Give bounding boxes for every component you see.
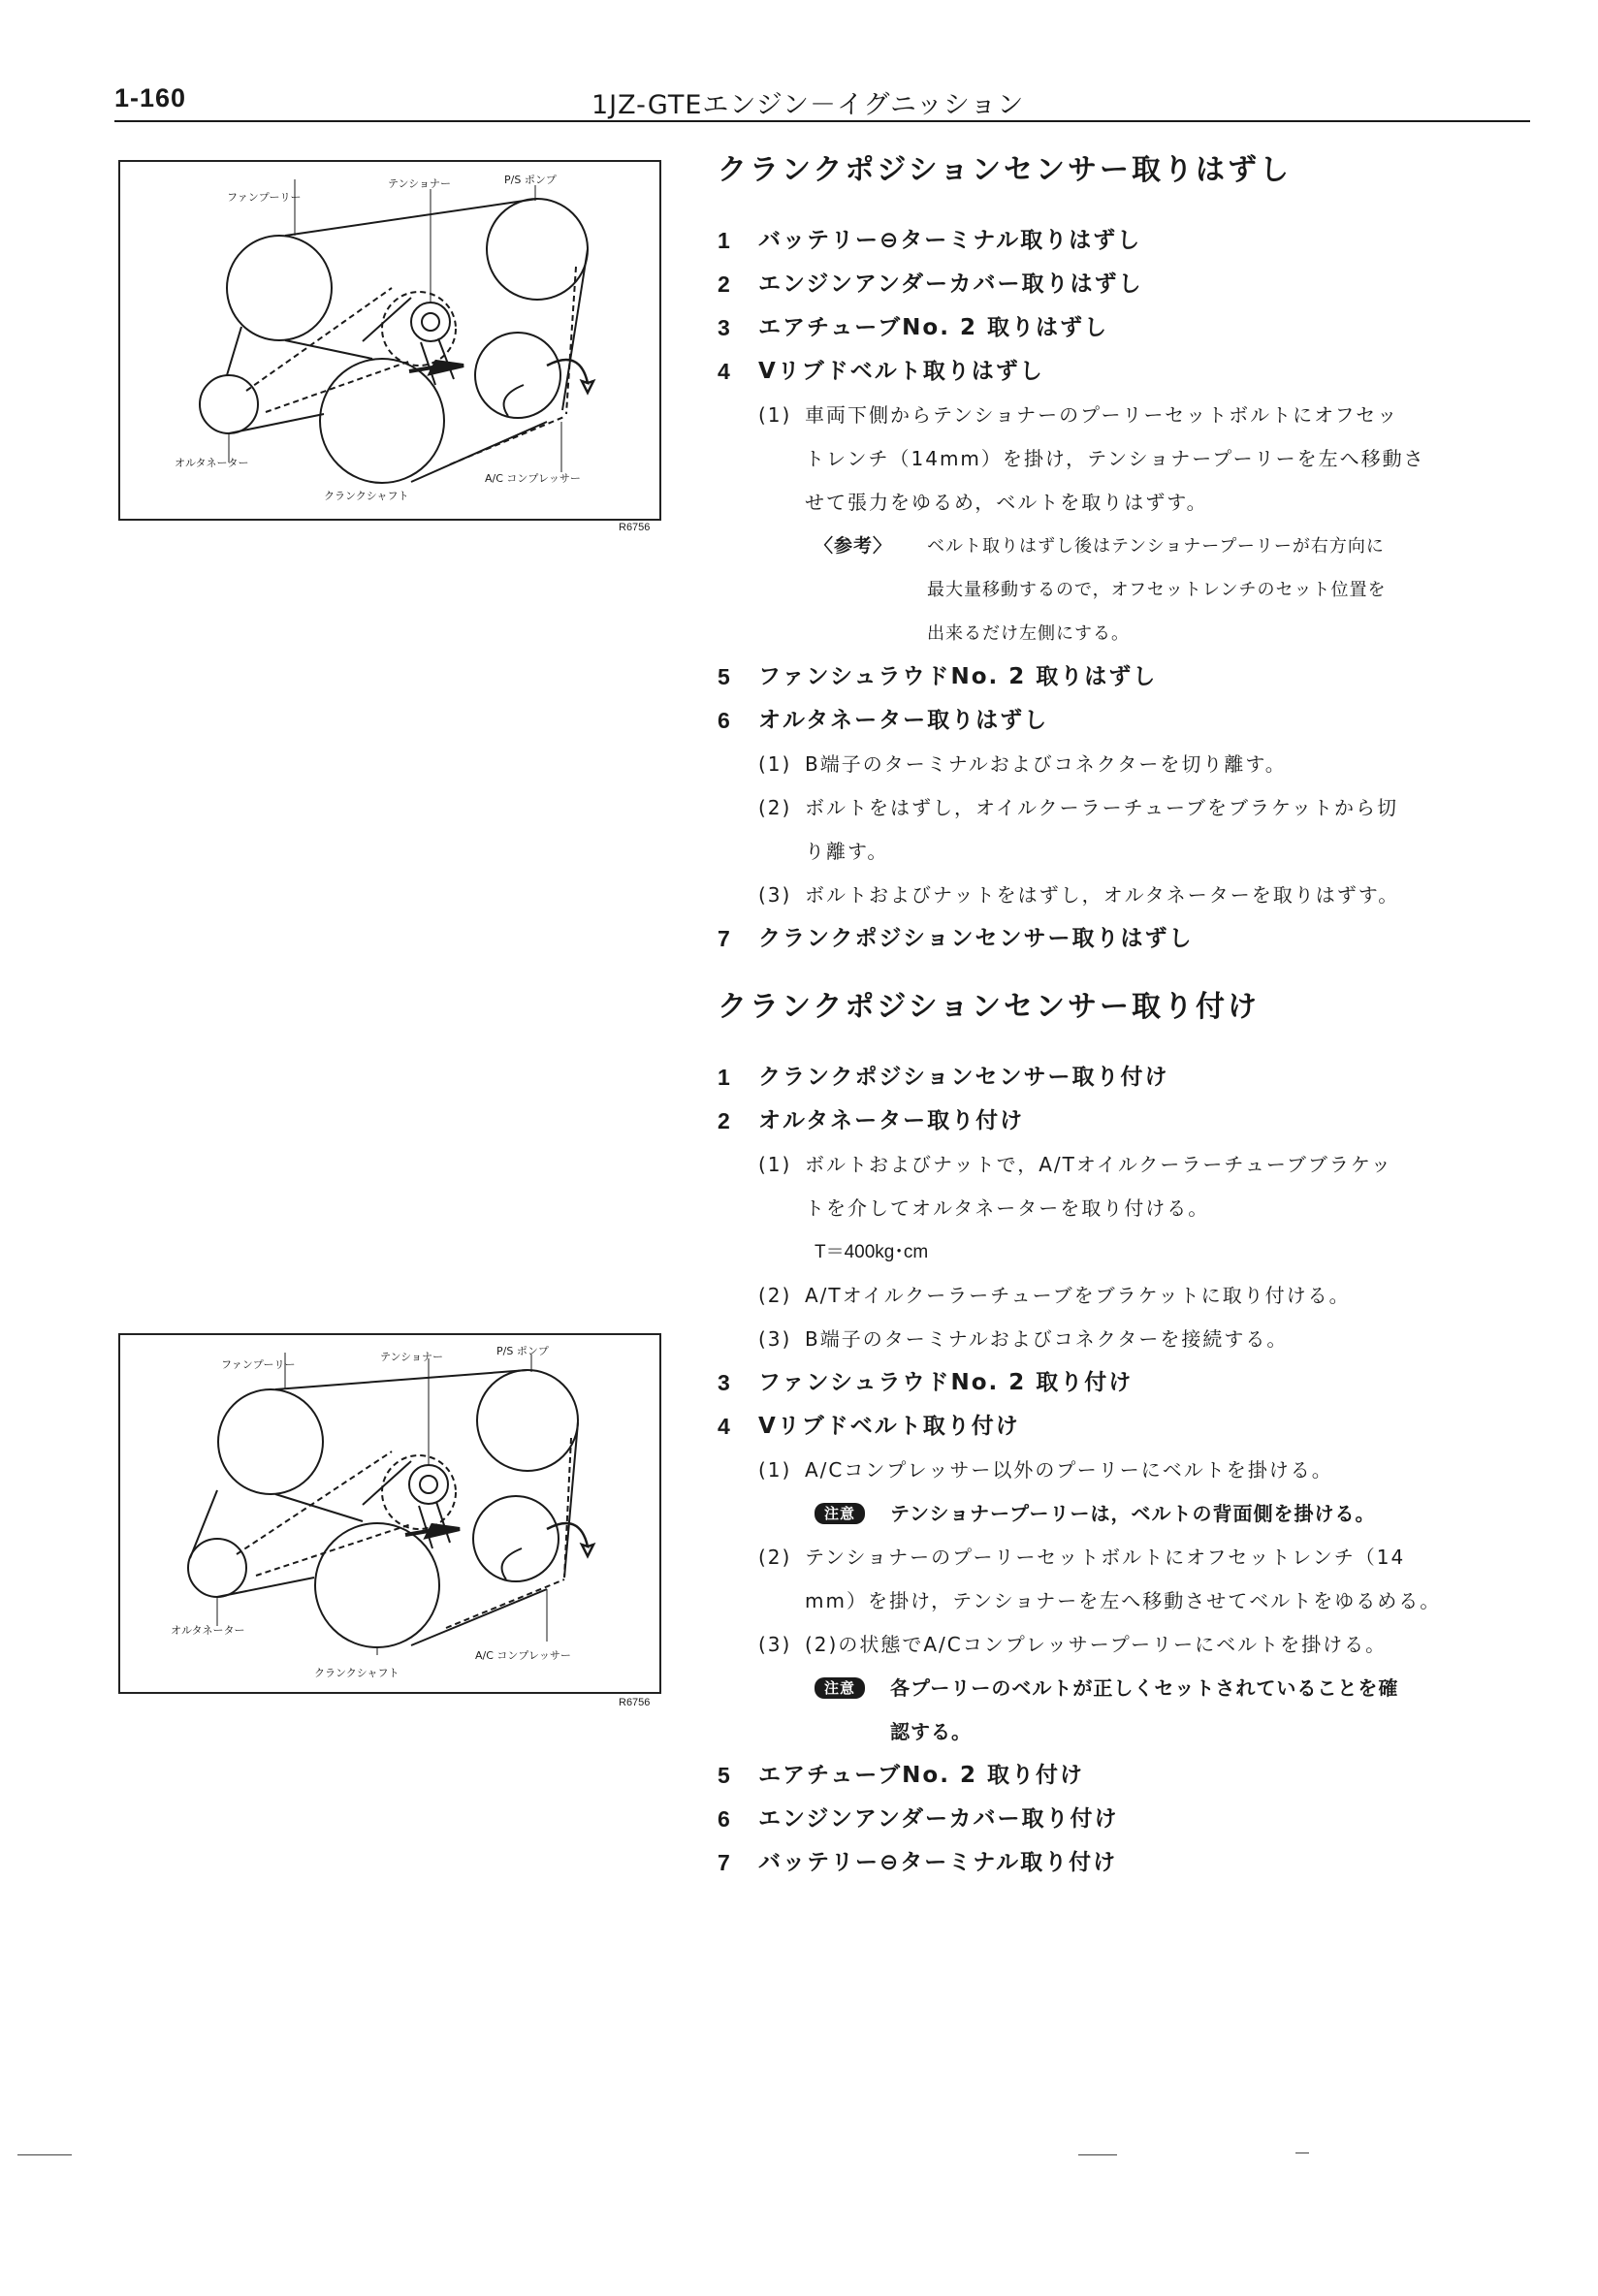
step-number: 4 — [718, 359, 732, 384]
label-tensioner: テンショナー — [388, 177, 451, 190]
figure-code: R6756 — [619, 522, 651, 533]
header-rule — [114, 120, 1530, 122]
sub-step-number: (2) — [758, 1546, 792, 1569]
sub-step-line: A/Cコンプレッサー以外のプーリーにベルトを掛ける。 — [805, 1458, 1333, 1482]
label-ac-compressor: A/C コンプレッサー — [475, 1649, 571, 1662]
install-step — [718, 1841, 1551, 1885]
sub-step — [758, 786, 1551, 874]
install-step — [718, 1798, 1551, 1841]
step-text: ファンシュラウドNo. 2 取り付け — [758, 1370, 1134, 1395]
sub-step-line: 車両下側からテンショナーのプーリーセットボルトにオフセッ — [805, 403, 1399, 427]
step-text: バッテリー⊖ターミナル取り付け — [758, 1850, 1118, 1875]
step-text: オルタネーター取りはずし — [758, 708, 1049, 733]
sub-step — [758, 1536, 1551, 1623]
reference-line: 最大量移動するので，オフセットレンチのセット位置を — [927, 580, 1387, 600]
label-ps-pump: P/S ポンプ — [504, 174, 557, 186]
sub-step-number: (3) — [758, 1633, 792, 1656]
label-crankshaft: クランクシャフト — [324, 490, 409, 502]
belt-diagram-installation — [118, 1333, 661, 1694]
install-step — [718, 1405, 1551, 1449]
step-number: 5 — [718, 664, 732, 689]
step-number: 1 — [718, 1065, 732, 1090]
step-text: ファンシュラウドNo. 2 取りはずし — [758, 664, 1158, 689]
step-text: エアチューブNo. 2 取り付け — [758, 1763, 1084, 1788]
sub-step-line: トを介してオルタネーターを取り付ける。 — [805, 1196, 1210, 1220]
sub-step — [758, 1143, 1551, 1230]
caution-tag: 注意 — [815, 1677, 865, 1699]
removal-step — [718, 219, 1551, 263]
removal-step — [718, 350, 1551, 394]
reference-line: ベルト取りはずし後はテンショナープーリーが右方向に — [927, 536, 1385, 557]
caution-line: 各プーリーのベルトが正しくセットされていることを確 — [890, 1676, 1399, 1700]
install-step — [718, 1100, 1551, 1143]
caution-tag: 注意 — [815, 1503, 865, 1524]
sub-step-line: り離す。 — [805, 840, 889, 863]
step-text: エアチューブNo. 2 取りはずし — [758, 315, 1108, 340]
step-number: 2 — [718, 1108, 732, 1133]
step-number: 6 — [718, 1806, 732, 1832]
step-number: 3 — [718, 315, 732, 340]
sub-step-number: (2) — [758, 796, 792, 819]
sub-step — [758, 743, 1551, 786]
sub-step — [758, 1274, 1551, 1318]
sub-step-number: (3) — [758, 1327, 792, 1351]
label-fan-pulley: ファンプーリー — [227, 191, 302, 204]
sub-step-line: B端子のターミナルおよびコネクターを切り離す。 — [805, 752, 1287, 776]
sub-step-number: (1) — [758, 403, 792, 427]
page-number: 1-160 — [114, 83, 187, 112]
step-text: エンジンアンダーカバー取りはずし — [758, 271, 1143, 297]
procedure-text — [718, 145, 1551, 1885]
install-step — [718, 1056, 1551, 1100]
sub-step-number: (2) — [758, 1284, 792, 1307]
step-number: 4 — [718, 1414, 732, 1439]
section-title-removal: クランクポジションセンサー取りはずし — [718, 153, 1293, 187]
sub-step-line: ボルトをはずし，オイルクーラーチューブをブラケットから切 — [805, 796, 1398, 819]
removal-step — [718, 655, 1551, 699]
step-text: クランクポジションセンサー取り付け — [758, 1065, 1169, 1090]
scan-mark — [17, 2154, 72, 2155]
sub-step-line: トレンチ（14mm）を掛け，テンショナープーリーを左へ移動さ — [805, 447, 1425, 470]
step-text: クランクポジションセンサー取りはずし — [758, 926, 1194, 951]
step-text: エンジンアンダーカバー取り付け — [758, 1806, 1119, 1832]
caution-line: テンショナープーリーは，ベルトの背面側を掛ける。 — [890, 1502, 1376, 1525]
caution-note — [815, 1492, 1551, 1536]
label-fan-pulley: ファンプーリー — [221, 1358, 296, 1371]
caution-note — [815, 1667, 1551, 1754]
belt-diagram-removal — [118, 160, 661, 521]
removal-step — [718, 699, 1551, 743]
sub-step-line: B端子のターミナルおよびコネクターを接続する。 — [805, 1327, 1289, 1351]
sub-step — [758, 1449, 1551, 1492]
sub-step-line: テンショナーのプーリーセットボルトにオフセットレンチ（14 — [805, 1546, 1406, 1569]
sub-step — [758, 874, 1551, 917]
step-text: Vリブドベルト取り付け — [758, 1414, 1020, 1439]
page-header — [114, 81, 1530, 120]
step-number: 1 — [718, 228, 732, 253]
torque-spec: T＝400kg･cm — [815, 1242, 929, 1262]
sub-step-number: (3) — [758, 883, 792, 907]
sub-step — [758, 1623, 1551, 1667]
figure-code: R6756 — [619, 1697, 651, 1708]
sub-step — [758, 394, 1551, 525]
label-alternator: オルタネーター — [171, 1624, 245, 1637]
step-number: 7 — [718, 1850, 732, 1875]
step-text: Vリブドベルト取りはずし — [758, 359, 1044, 384]
sub-step-number: (1) — [758, 1458, 792, 1482]
sub-step-line: (2)の状態でA/Cコンプレッサープーリーにベルトを掛ける。 — [805, 1633, 1388, 1656]
removal-step — [718, 263, 1551, 306]
sub-step-line: ボルトおよびナットで，A/Tオイルクーラーチューブブラケッ — [805, 1153, 1392, 1176]
step-text: バッテリー⊖ターミナル取りはずし — [758, 228, 1142, 253]
caution-line: 認する。 — [890, 1720, 973, 1743]
reference-line: 出来るだけ左側にする。 — [927, 623, 1130, 644]
removal-step — [718, 917, 1551, 961]
step-number: 5 — [718, 1763, 732, 1788]
sub-step — [758, 1318, 1551, 1361]
sub-step-number: (1) — [758, 1153, 792, 1176]
label-ps-pump: P/S ポンプ — [496, 1345, 549, 1357]
label-alternator: オルタネーター — [175, 457, 249, 469]
scan-mark — [1078, 2154, 1117, 2155]
sub-step-line: mm）を掛け，テンショナーを左へ移動させてベルトをゆるめる。 — [805, 1589, 1442, 1612]
step-number: 2 — [718, 271, 732, 297]
belt-routing-drawing — [120, 1335, 659, 1692]
running-title: 1JZ-GTEエンジン－イグニッション — [591, 90, 1025, 120]
reference-tag: 〈参考〉 — [815, 535, 893, 557]
sub-step-line: ボルトおよびナットをはずし，オルタネーターを取りはずす。 — [805, 883, 1400, 907]
removal-step — [718, 306, 1551, 350]
label-ac-compressor: A/C コンプレッサー — [485, 472, 581, 485]
step-text: オルタネーター取り付け — [758, 1108, 1025, 1133]
label-tensioner: テンショナー — [380, 1351, 443, 1363]
reference-note — [815, 525, 1551, 655]
step-number: 3 — [718, 1370, 732, 1395]
install-step — [718, 1361, 1551, 1405]
label-crankshaft: クランクシャフト — [314, 1667, 400, 1679]
step-number: 6 — [718, 708, 732, 733]
sub-step-line: A/Tオイルクーラーチューブをブラケットに取り付ける。 — [805, 1284, 1351, 1307]
install-step — [718, 1754, 1551, 1798]
sub-step-number: (1) — [758, 752, 792, 776]
section-title-installation: クランクポジションセンサー取り付け — [718, 990, 1261, 1024]
sub-step-line: せて張力をゆるめ，ベルトを取りはずす。 — [805, 491, 1208, 514]
step-number: 7 — [718, 926, 732, 951]
scan-mark — [1295, 2152, 1309, 2153]
